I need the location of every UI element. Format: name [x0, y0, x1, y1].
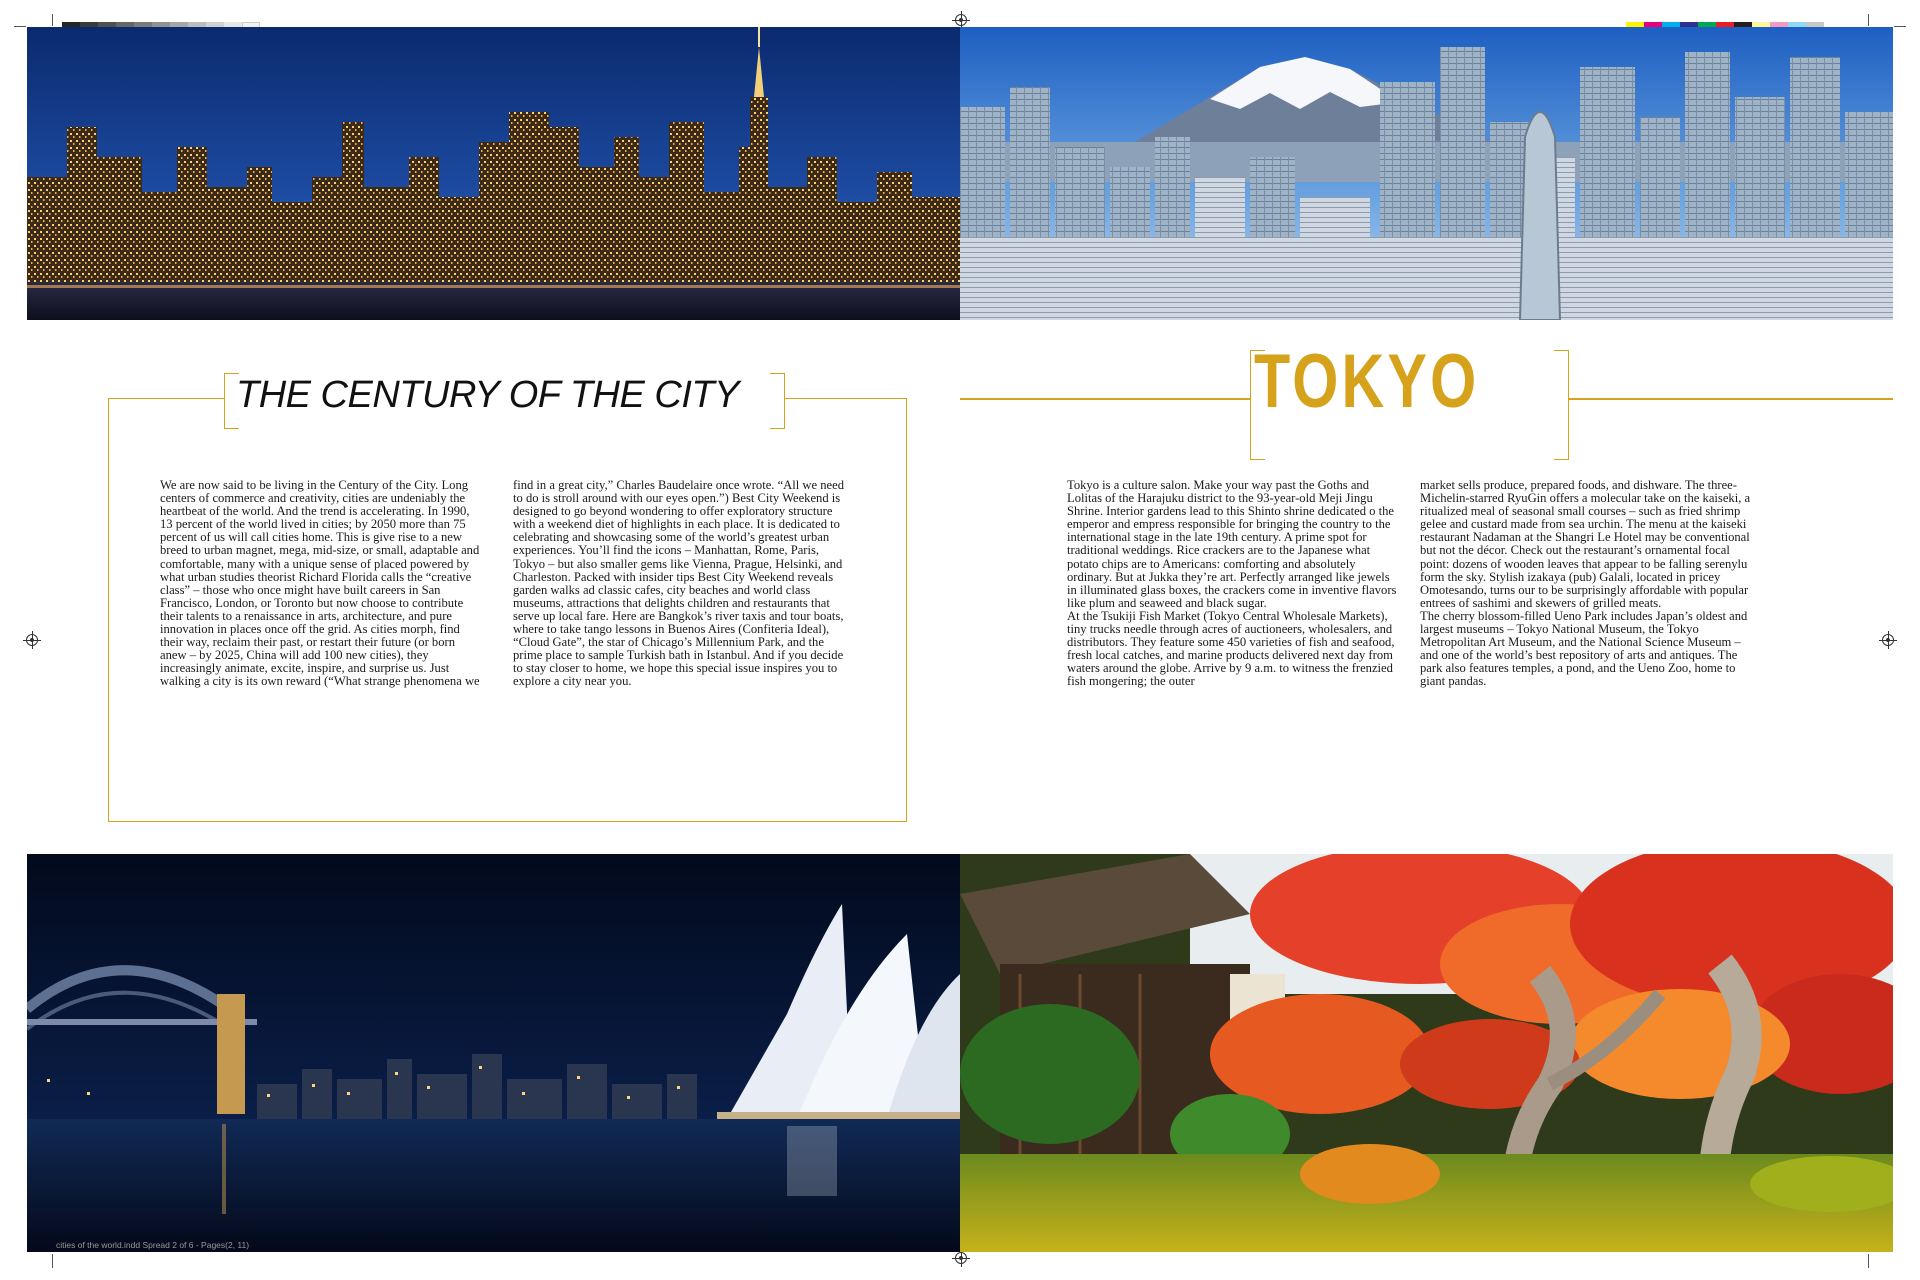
registration-mark-left: [26, 634, 38, 646]
japanese-autumn-garden-photo: [960, 854, 1893, 1252]
trim-mark: [1868, 1254, 1869, 1268]
article-paragraph: Tokyo is a culture salon. Make your way past the Goths and Lolitas of the Harajuku district to the 93-year-old Meji Jingu Shrine. Interior gardens lead to this Shinto shrine dedicated o the emperor and empress responsible for bringing the country to the international stage in the late 19th century. A prime spot for traditional weddings. Rice crackers are to the Japanese what potato chips are to Americans: comforting and absolutely ordinary. But at Jukka they’re art. Perfectly arranged like jewels in illuminated glass boxes, the crackers come in inventive flavors like plum and seaweed and black sugar. At the Tsukiji Fish Market (Tokyo Central Wholesale Markets), tiny trucks needle through acres of auctioneers, wholesalers, and distributors. They feature some 450 varieties of fish and seafood, fresh local catches, and marine products delivered next day from waters around the globe. Arrive by 9 a.m. to witness the frenzied fish mongering; the outer: [1067, 478, 1397, 689]
registration-mark-bottom: [955, 1252, 967, 1264]
article-paragraph: find in a great city,” Charles Baudelaire once wrote. “All we need to do is stroll around with our eyes open.”) Best City Weekend is designed to go beyond wondering to offer exploratory structure with a weekend diet of highlights in each place. It is dedicated to celebrating and showcasing some of the world’s greatest urban experiences. You’ll find the icons – Manhattan, Rome, Paris, Tokyo – but also smaller gems like Vienna, Prague, Helsinki, and Charleston. Packed with insider tips Best City Weekend reveals garden walks ad classic cafes, city beaches and world class museums, attractions that delights children and restaurants that serve up local fare. Here are Bangkok’s river taxis and tour boats, where to take tango lessons in Buenos Aires (Confiteria Ideal), “Cloud Gate”, the star of Chicago’s Millennium Park, and the prime place to sample Turkish bath in Istanbul. And if you decide to stay closer to home, we hope this special issue inspires you to explore a city near you.: [513, 478, 845, 689]
title-rule-left: [960, 398, 1250, 400]
article-paragraph: market sells produce, prepared foods, and dishware. The three-Michelin-starred RyuGin offers a molecular take on the kaiseki, a ritualized meal of seasonal small courses – such as fried shrimp gelee and custard made from sea urchin. The menu at the kaiseki restaurant Nadaman at the Shangri Le Hotel may be conventional but not the décor. Check out the restaurant’s ornamental focal point: dozens of wooden leaves that appear to be falling serenylu form the sky. Stylish izakaya (pub) Galali, located in pricey Omotesando, turns our to be surprisingly affordable with popular entrees of sashimi and skewers of grilled meats. The cherry blossom-filled Ueno Park includes Japan’s oldest and largest museums – Tokyo National Museum, the Tokyo Metropolitan Art Museum, and the National Science Museum – and one of the world’s best repository of arts and antiques. The park also features temples, a pond, and the Ueno Zoo, home to giant pandas.: [1420, 478, 1751, 689]
title-bracket-right: [1554, 350, 1569, 460]
registration-mark-top: [955, 14, 967, 26]
file-slug: cities of the world.indd Spread 2 of 6 - Pages(2, 11): [56, 1240, 250, 1250]
trim-mark: [1894, 26, 1906, 27]
sydney-harbour-night-photo: [27, 854, 960, 1252]
article-column-2: [513, 479, 851, 689]
article-title: THE CENTURY OF THE CITY: [236, 374, 739, 416]
trim-mark: [1868, 14, 1869, 26]
trim-mark: [52, 1254, 53, 1268]
trim-mark: [14, 26, 26, 27]
article-column-1: [160, 479, 480, 689]
new-york-skyline-photo: [27, 27, 960, 320]
title-bracket-right: [770, 373, 785, 429]
title-rule-right: [1568, 398, 1893, 400]
trim-mark: [52, 14, 53, 26]
article-column-3: [1067, 479, 1399, 689]
article-column-4: [1420, 479, 1760, 689]
article-paragraph: We are now said to be living in the Century of the City. Long centers of commerce and creativity, cities are undeniably the heartbeat of the world. And the trend is accelerating. In 1990, 13 percent of the world lived in cities; by 2050 more than 75 percent of us will call cities home. This is give rise to a new breed to urban magnet, mega, mid-size, or small, adaptable and comfortable, many with a unique sense of placed powered by what urban studies theorist Richard Florida calls the “creative class” – those who once might have built careers in San Francisco, London, or Toronto but now choose to contribute their talents to a renaissance in arts, architecture, and pure innovation in places once off the grid. As cities morph, find their way, reclaim their past, or restart their future (or born anew – by 2025, China will add 100 new cities), they increasingly animate, excite, inspire, and surprise us. Just walking a city is its own reward (“What strange phenomena we: [160, 478, 480, 689]
city-title: TOKYO: [1254, 339, 1480, 424]
tokyo-skyline-mt-fuji-photo: [960, 27, 1893, 320]
registration-mark-right: [1882, 634, 1894, 646]
